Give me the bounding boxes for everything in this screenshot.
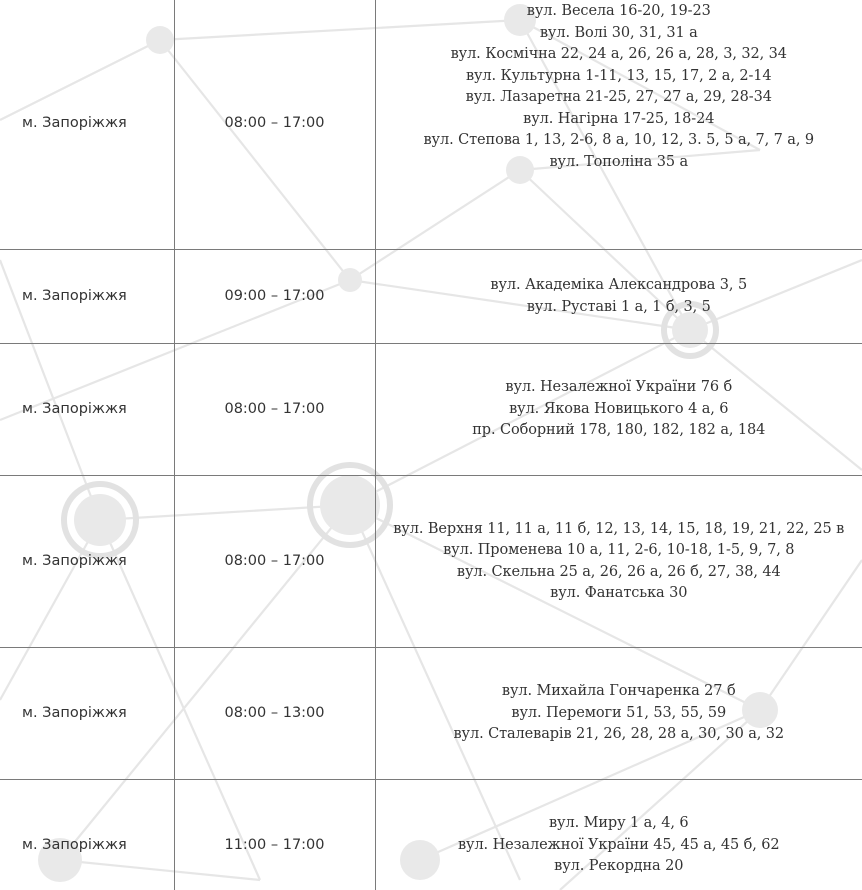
time-cell: 09:00 – 17:00	[174, 250, 375, 344]
table-row	[0, 250, 862, 344]
street-line: вул. Михайла Гончаренка 27 б	[501, 683, 736, 700]
street-line: вул. Незалежної України 45, 45 а, 45 б, 62	[457, 836, 780, 853]
streets-cell	[375, 476, 862, 648]
street-line: пр. Соборний 178, 180, 182, 182 а, 184	[472, 422, 766, 439]
time-cell: 08:00 – 13:00	[174, 648, 375, 780]
street-line: вул. Степова 1, 13, 2-6, 8 а, 10, 12, 3. 5, 5 а, 7, 7 а, 9	[423, 132, 814, 148]
time-cell: 11:00 – 17:00	[174, 780, 375, 890]
streets-cell	[375, 0, 862, 250]
street-line: вул. Весела 16-20, 19-23	[526, 3, 711, 19]
streets-cell	[375, 344, 862, 476]
city-cell: м. Запоріжжя	[0, 476, 174, 648]
streets-cell	[375, 780, 862, 890]
streets-cell	[375, 648, 862, 780]
street-line: вул. Волі 30, 31, 31 а	[539, 24, 698, 41]
table-row	[0, 648, 862, 780]
street-line: вул. Сталеварів 21, 26, 28, 28 а, 30, 30 а, 32	[453, 726, 785, 743]
city-cell: м. Запоріжжя	[0, 344, 174, 476]
city-cell: м. Запоріжжя	[0, 780, 174, 890]
street-line: вул. Нагірна 17-25, 18-24	[523, 110, 715, 127]
street-line: вул. Незалежної України 76 б	[505, 379, 733, 396]
streets-cell	[375, 250, 862, 344]
table-row	[0, 476, 862, 648]
street-line: вул. Лазаретна 21-25, 27, 27 а, 29, 28-34	[465, 89, 772, 105]
street-line: вул. Верхня 11, 11 а, 11 б, 12, 13, 14, 15, 18, 19, 21, 22, 25 в	[393, 520, 845, 537]
street-line: вул. Культурна 1-11, 13, 15, 17, 2 а, 2-14	[465, 67, 772, 84]
time-cell: 08:00 – 17:00	[174, 0, 375, 250]
table-row	[0, 0, 862, 250]
street-line: вул. Променева 10 а, 11, 2-6, 10-18, 1-5, 9, 7, 8	[443, 542, 795, 558]
city-cell: м. Запоріжжя	[0, 250, 174, 344]
street-line: вул. Скельна 25 а, 26, 26 а, 26 б, 27, 38, 44	[456, 563, 781, 580]
street-line: вул. Фанатська 30	[550, 585, 688, 601]
street-line: вул. Космічна 22, 24 а, 26, 26 а, 28, 3, 32, 34	[450, 46, 787, 62]
city-cell: м. Запоріжжя	[0, 648, 174, 780]
street-line: вул. Якова Новицького 4 а, 6	[509, 400, 729, 417]
street-line: вул. Перемоги 51, 53, 55, 59	[511, 704, 727, 721]
street-line: вул. Рекордна 20	[554, 858, 684, 875]
street-line: вул. Руставі 1 а, 1 б, 3, 5	[526, 298, 711, 315]
table-row	[0, 344, 862, 476]
street-line: вул. Академіка Александрова 3, 5	[490, 277, 748, 293]
time-cell: 08:00 – 17:00	[174, 476, 375, 648]
street-line: вул. Тополіна 35 а	[549, 153, 689, 170]
time-cell: 08:00 – 17:00	[174, 344, 375, 476]
table-row	[0, 780, 862, 890]
city-cell: м. Запоріжжя	[0, 0, 174, 250]
street-line: вул. Миру 1 а, 4, 6	[548, 815, 689, 832]
